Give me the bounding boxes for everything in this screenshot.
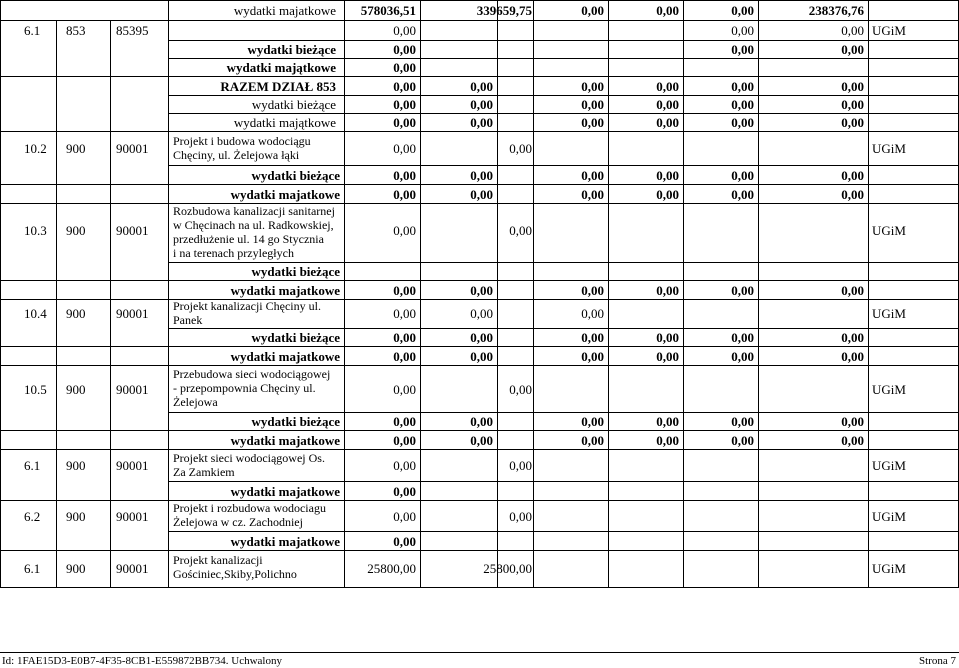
cell: 0,00 [581, 3, 604, 18]
task-name: Za Zamkiem [173, 465, 235, 479]
task-name: Przebudowa sieci wodociągowej [173, 367, 331, 381]
cell: 0,00 [656, 433, 679, 448]
dzial: 900 [66, 141, 86, 156]
footer-rule [0, 652, 959, 653]
rozdzial: 90001 [116, 509, 149, 524]
cell: 0,00 [841, 97, 864, 112]
task-name: Żelejowa w cz. Zachodniej [173, 515, 303, 529]
task-name: Żelejowa [173, 395, 218, 409]
unit: UGiM [872, 23, 906, 38]
cell: 0,00 [731, 23, 754, 38]
dzial: 900 [66, 223, 86, 238]
cell: 0,00 [393, 79, 416, 94]
cell: 0,00 [731, 115, 754, 130]
row-label: wydatki majatkowe [230, 283, 340, 298]
cell: 0,00 [656, 349, 679, 364]
cell: 0,00 [581, 330, 604, 345]
dzial: 900 [66, 561, 86, 576]
cell: 0,00 [509, 509, 532, 524]
cell: 0,00 [393, 115, 416, 130]
cell: 0,00 [393, 168, 416, 183]
cell: 0,00 [841, 349, 864, 364]
document-id: Id: 1FAE15D3-E0B7-4F35-8CB1-E559872BB734. Uchwalony [2, 655, 282, 667]
cell: 0,00 [470, 283, 493, 298]
cell: 0,00 [581, 306, 604, 321]
cell: 0,00 [841, 283, 864, 298]
cell: 0,00 [393, 60, 416, 75]
task-name: Projekt i rozbudowa wodociagu [173, 501, 326, 515]
rozdzial: 90001 [116, 306, 149, 321]
cell: 0,00 [393, 223, 416, 238]
cell: 0,00 [731, 42, 754, 57]
cell: 0,00 [581, 349, 604, 364]
cell: 0,00 [393, 433, 416, 448]
task-name: Chęciny, ul. Żelejowa łąki [173, 148, 300, 162]
unit: UGiM [872, 141, 906, 156]
lp: 10.4 [24, 306, 47, 321]
task-name: Projekt sieci wodociągowej Os. [173, 451, 325, 465]
cell: 0,00 [581, 79, 604, 94]
cell: 578036,51 [360, 3, 416, 18]
rozdzial: 90001 [116, 458, 149, 473]
cell: 0,00 [393, 414, 416, 429]
cell: 0,00 [393, 306, 416, 321]
cell: 0,00 [470, 414, 493, 429]
cell: 0,00 [841, 330, 864, 345]
unit: UGiM [872, 382, 906, 397]
cell: 0,00 [581, 414, 604, 429]
rozdzial: 85395 [116, 23, 149, 38]
cell: 0,00 [581, 187, 604, 202]
cell: 0,00 [393, 141, 416, 156]
unit: UGiM [872, 306, 906, 321]
dzial: 900 [66, 306, 86, 321]
cell: 0,00 [393, 187, 416, 202]
cell: 0,00 [731, 349, 754, 364]
page-number: Strona 7 [919, 655, 956, 667]
cell: 0,00 [393, 283, 416, 298]
cell: 0,00 [509, 223, 532, 238]
cell: 0,00 [470, 97, 493, 112]
cell: 0,00 [470, 79, 493, 94]
lp: 6.1 [24, 23, 41, 38]
lp: 6.2 [24, 509, 41, 524]
cell: 0,00 [393, 534, 416, 549]
cell: 0,00 [393, 484, 416, 499]
cell: 0,00 [731, 3, 754, 18]
cell: 0,00 [731, 330, 754, 345]
cell: 0,00 [841, 42, 864, 57]
task-name: - przepompownia Chęciny ul. [173, 381, 316, 395]
cell: 0,00 [393, 23, 416, 38]
cell: 0,00 [581, 115, 604, 130]
row-label: wydatki majatkowe [230, 349, 340, 364]
lp: 10.3 [24, 223, 47, 238]
cell: 0,00 [581, 433, 604, 448]
row-label: wydatki bieżące [251, 97, 336, 112]
cell: 0,00 [656, 187, 679, 202]
unit: UGiM [872, 458, 906, 473]
rozdzial: 90001 [116, 141, 149, 156]
cell: 0,00 [731, 433, 754, 448]
cell: 0,00 [581, 168, 604, 183]
task-name: Gościniec,Skiby,Polichno [173, 567, 297, 581]
task-name: Rozbudowa kanalizacji sanitarnej [173, 204, 335, 218]
task-name: i na terenach przyległych [173, 246, 294, 260]
cell: 0,00 [841, 414, 864, 429]
unit: UGiM [872, 561, 906, 576]
cell: 0,00 [731, 187, 754, 202]
task-name: Projekt i budowa wodociągu [173, 134, 311, 148]
rozdzial: 90001 [116, 223, 149, 238]
row-label: wydatki bieżące [251, 168, 340, 183]
unit: UGiM [872, 223, 906, 238]
row-label: wydatki majatkowe [230, 433, 340, 448]
dzial: 900 [66, 458, 86, 473]
cell: 0,00 [656, 168, 679, 183]
cell: 0,00 [470, 187, 493, 202]
cell: 0,00 [731, 283, 754, 298]
cell: 0,00 [841, 115, 864, 130]
task-name: Panek [173, 313, 203, 327]
task-name: Projekt kanalizacji [173, 553, 263, 567]
cell: 0,00 [731, 168, 754, 183]
row-label: wydatki majatkowe [230, 534, 340, 549]
dzial: 900 [66, 382, 86, 397]
cell: 0,00 [841, 23, 864, 38]
cell: 0,00 [470, 349, 493, 364]
cell: 25800,00 [483, 561, 532, 576]
cell: 0,00 [509, 458, 532, 473]
cell: 0,00 [656, 283, 679, 298]
cell: 0,00 [656, 115, 679, 130]
row-label: wydatki majatkowe [230, 187, 340, 202]
cell: 339659,75 [476, 3, 532, 18]
rozdzial: 90001 [116, 561, 149, 576]
cell: 0,00 [470, 433, 493, 448]
cell: 0,00 [656, 79, 679, 94]
cell: 0,00 [393, 509, 416, 524]
row-label: wydatki majatkowe [230, 484, 340, 499]
total-label: RAZEM DZIAŁ 853 [220, 79, 336, 94]
cell: 0,00 [509, 141, 532, 156]
dzial: 853 [66, 23, 86, 38]
dzial: 900 [66, 509, 86, 524]
row-label: wydatki bieżące [251, 264, 340, 279]
cell: 0,00 [656, 414, 679, 429]
unit: UGiM [872, 509, 906, 524]
cell: 0,00 [393, 349, 416, 364]
cell: 0,00 [393, 330, 416, 345]
task-name: w Chęcinach na ul. Radkowskiej, [173, 218, 334, 232]
cell: 0,00 [393, 42, 416, 57]
row-label: wydatki bieżące [251, 414, 340, 429]
cell: 0,00 [470, 330, 493, 345]
cell: 0,00 [841, 433, 864, 448]
lp: 10.2 [24, 141, 47, 156]
cell: 0,00 [656, 330, 679, 345]
cell: 0,00 [470, 115, 493, 130]
lp: 6.1 [24, 561, 41, 576]
cell: 0,00 [581, 283, 604, 298]
cell: 0,00 [470, 168, 493, 183]
cell: 0,00 [470, 306, 493, 321]
row-label: wydatki bieżące [247, 42, 336, 57]
task-name: przedłużenie ul. 14 go Stycznia [173, 232, 324, 246]
cell: 0,00 [393, 97, 416, 112]
lp: 6.1 [24, 458, 41, 473]
cell: 0,00 [731, 97, 754, 112]
cell: 238376,76 [808, 3, 864, 18]
cell: 0,00 [841, 168, 864, 183]
row-label: wydatki majątkowe [233, 115, 336, 130]
row-label: wydatki majątkowe [226, 60, 336, 75]
cell: 0,00 [841, 79, 864, 94]
cell: 25800,00 [367, 561, 416, 576]
cell: 0,00 [731, 414, 754, 429]
cell: 0,00 [841, 187, 864, 202]
cell: 0,00 [393, 382, 416, 397]
cell: 0,00 [656, 3, 679, 18]
cell: 0,00 [656, 97, 679, 112]
cell: 0,00 [731, 79, 754, 94]
task-name: Projekt kanalizacji Chęciny ul. [173, 299, 321, 313]
lp: 10.5 [24, 382, 47, 397]
cell: 0,00 [581, 97, 604, 112]
row-label: wydatki majatkowe [233, 3, 336, 18]
rozdzial: 90001 [116, 382, 149, 397]
cell: 0,00 [509, 382, 532, 397]
row-label: wydatki bieżące [251, 330, 340, 345]
cell: 0,00 [393, 458, 416, 473]
